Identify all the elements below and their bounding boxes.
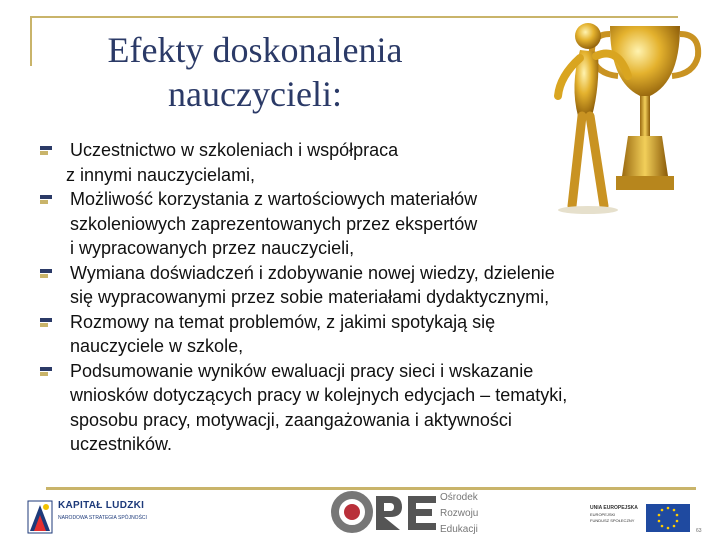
page-number: 63 bbox=[696, 528, 702, 534]
kapital-ludzki-title: KAPITAŁ LUDZKI bbox=[58, 500, 145, 511]
bullet-line: Uczestnictwo w szkoleniach i współpraca bbox=[70, 140, 399, 160]
bullet-line: z innymi nauczycielami, bbox=[66, 164, 256, 185]
bullet-line: i wypracowanych przez nauczycieli, bbox=[70, 238, 355, 258]
bullet-line: Możliwość korzystania z wartościowych materiałów bbox=[70, 189, 478, 209]
ore-line-1: Ośrodek bbox=[440, 492, 478, 503]
ore-line-3: Edukacji bbox=[440, 524, 478, 535]
ore-name bbox=[440, 490, 478, 538]
bullet-item bbox=[40, 187, 700, 261]
bullet-line: Wymiana doświadczeń i zdobywanie nowej wiedzy, dzielenie bbox=[70, 262, 555, 283]
ore-line-2: Rozwoju bbox=[440, 508, 479, 519]
bullet-icon bbox=[40, 318, 52, 328]
bullet-item bbox=[40, 138, 700, 187]
bullet-icon bbox=[40, 146, 52, 156]
bullet-line: się wypracowanymi przez sobie materiałami dydaktycznymi, bbox=[70, 287, 550, 307]
bullet-item bbox=[40, 261, 700, 310]
bullet-item bbox=[40, 359, 700, 457]
eu-fund-line-1: EUROPEJSKI bbox=[590, 512, 616, 517]
bullet-line: Podsumowanie wyników ewaluacji pracy sieci i wskazanie bbox=[70, 360, 534, 381]
frame-left-line bbox=[30, 16, 32, 66]
bullet-line: Rozmowy na temat problemów, z jakimi spotykają się bbox=[70, 311, 496, 332]
bullet-icon bbox=[40, 195, 52, 205]
bullet-line: szkoleniowych zaprezentowanych przez ekspertów bbox=[70, 213, 478, 234]
bullet-line: wniosków dotyczących pracy w kolejnych edycjach – tematyki, bbox=[70, 385, 568, 405]
bullet-list bbox=[40, 138, 700, 457]
ore-logo bbox=[330, 488, 440, 536]
kapital-ludzki-subtitle: NARODOWA STRATEGIA SPÓJNOŚCI bbox=[58, 515, 147, 521]
title-line-1: Efekty doskonalenia bbox=[107, 30, 403, 70]
slide-title bbox=[60, 28, 450, 116]
eu-fund-line-2: FUNDUSZ SPOŁECZNY bbox=[590, 518, 635, 523]
bullet-icon bbox=[40, 269, 52, 279]
bullet-line: sposobu pracy, motywacji, zaangażowania i aktywności bbox=[70, 409, 512, 430]
eu-label: UNIA EUROPEJSKA bbox=[590, 505, 638, 511]
bullet-line: uczestników. bbox=[70, 434, 173, 454]
title-line-2: nauczycieli: bbox=[168, 74, 342, 114]
bullet-item bbox=[40, 310, 700, 359]
bullet-icon bbox=[40, 367, 52, 377]
bullet-line: nauczyciele w szkole, bbox=[70, 336, 244, 356]
